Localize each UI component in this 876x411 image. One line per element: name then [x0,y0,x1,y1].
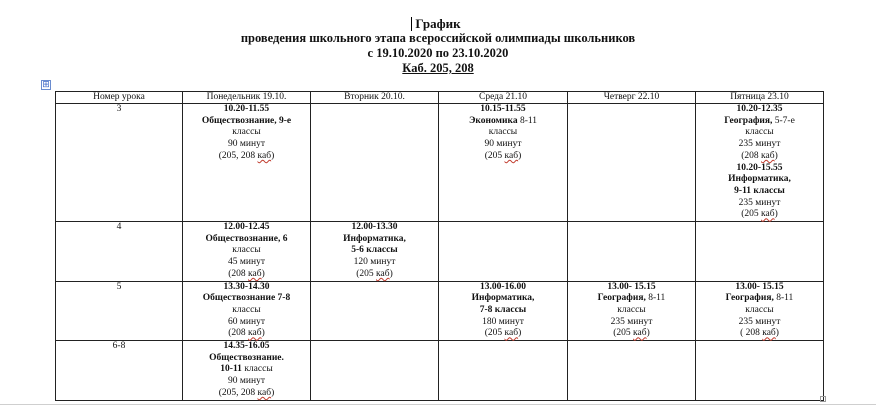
olympiad-entry [185,222,308,281]
room-abbrev: каб [762,328,776,339]
column-header: Понедельник 19.10. [183,92,311,104]
room-abbrev: каб [257,387,272,398]
entry-time: 10.20-15.55 [736,162,783,173]
entry-room [441,328,565,340]
entry-room [698,209,821,221]
schedule-cell [439,104,568,222]
room-abbrev: каб [761,150,775,161]
title-line-4: Каб. 205, 208 [402,61,474,75]
schedule-cell [568,281,696,341]
entry-classes: классы [617,304,646,315]
schedule-cell [311,104,439,222]
room-close: ) [518,150,522,161]
entry-duration: 235 минут [738,139,781,150]
table-row [56,341,824,401]
entry-classes: классы [488,127,518,138]
text-cursor [411,17,412,31]
room-abbrev: каб [257,150,272,161]
table-resize-handle[interactable] [820,396,826,402]
schedule-cell [439,281,568,341]
entry-time: 13.00-16.00 [480,281,526,292]
room-abbrev: каб [633,328,647,339]
schedule-cell [696,104,824,222]
entry-room [570,328,693,340]
entry-subject: Информатика, [471,293,535,304]
entry-time: 14.35-16.05 [223,341,270,352]
room-close: ) [261,268,265,279]
schedule-cell [439,341,568,401]
document-title [0,16,876,76]
lesson-number-cell: 5 [56,281,183,341]
olympiad-entry [313,222,436,281]
olympiad-entry [698,282,821,341]
entry-duration: 45 минут [228,257,265,268]
entry-duration: 60 минут [228,316,265,327]
room-close: ) [261,328,265,339]
schedule-cell [311,281,439,341]
entry-grades: 8-11 [645,293,666,304]
entry-subject: География, [597,293,646,304]
entry-subject: География, [724,115,773,126]
entry-classes: классы [745,127,774,138]
schedule-cell [311,341,439,401]
entry-classes: 7-8 классы [479,304,527,315]
room-abbrev: каб [376,268,390,279]
room-close: ) [271,387,275,398]
entry-subject: Обществознание 7-8 [202,293,291,304]
table-move-handle-icon[interactable]: ⊞ [42,80,50,90]
olympiad-entry [441,104,565,163]
room-number: (208 [228,328,249,339]
entry-classes: 9-11 классы [734,185,785,196]
lesson-number-cell: 4 [56,222,183,282]
entry-room [698,328,821,340]
column-header: Среда 21.10 [439,92,568,104]
entry-time: 10.15-11.55 [480,104,526,114]
entry-grades: 5-7-е [772,115,795,126]
entry-subject: Экономика [468,115,518,126]
room-number: (208 [228,268,249,279]
entry-time: 10.20-12.35 [736,104,783,114]
page-bottom-divider [0,404,876,405]
entry-subject: География, [725,293,774,304]
entry-classes: классы [745,304,774,315]
room-abbrev: каб [248,268,262,279]
olympiad-entry [698,163,821,222]
header-row [56,92,824,104]
entry-time: 10.20-11.55 [223,104,270,114]
column-header: Вторник 20.10. [311,92,439,104]
olympiad-entry [185,341,308,400]
entry-room [185,328,308,340]
room-number: (205, 208 [218,150,258,161]
title-line-3: с 19.10.2020 по 23.10.2020 [367,46,509,60]
entry-room [441,151,565,163]
schedule-cell [183,104,311,222]
entry-room [185,388,308,400]
entry-room [698,151,821,163]
entry-classes: классы [232,127,261,138]
schedule-cell [311,222,439,282]
schedule-cell [568,104,696,222]
entry-classes: 5-6 классы [351,245,398,256]
room-close: ) [389,268,393,279]
table-row [56,281,824,341]
entry-duration: 235 минут [610,316,653,327]
room-number: (205, 208 [218,387,258,398]
room-close: ) [774,150,778,161]
room-number: (205 [613,328,634,339]
entry-subject: Информатика, [728,174,791,185]
schedule-cell [696,281,824,341]
room-number: (205 [356,268,377,279]
room-number: (205 [484,328,505,339]
room-close: ) [518,328,522,339]
entry-duration: 90 минут [484,139,522,150]
lesson-number-cell: 3 [56,104,183,222]
olympiad-entry [441,282,565,341]
room-number: ( 208 [740,328,763,339]
schedule-cell [439,222,568,282]
room-abbrev: каб [248,328,262,339]
column-header: Номер урока [56,92,183,104]
title-line-1: График [0,16,876,31]
entry-time: 13.30-14.30 [223,281,270,292]
room-close: ) [774,209,778,220]
entry-grades: 8-11 [517,115,538,126]
entry-classes: классы [241,364,273,375]
entry-duration: 235 минут [738,316,781,327]
table-row [56,222,824,282]
entry-duration: 90 минут [228,376,265,387]
entry-duration: 120 минут [353,257,396,268]
entry-grades: 10-11 [220,364,242,375]
entry-room [185,151,308,163]
entry-subject: Информатика, [343,233,406,244]
room-abbrev: каб [504,150,519,161]
room-number: (205 [741,209,762,220]
entry-duration: 180 минут [482,316,524,327]
room-number: (208 [741,150,762,161]
room-abbrev: каб [761,209,775,220]
entry-time: 12.00-12.45 [223,222,270,233]
entry-time: 12.00-13.30 [351,222,398,233]
entry-subject: Обществознание, 9-е [201,115,292,126]
room-abbrev: каб [504,328,519,339]
olympiad-entry [185,282,308,341]
column-header: Четверг 22.10 [568,92,696,104]
olympiad-entry [185,104,308,163]
entry-classes: классы [232,304,261,315]
schedule-cell [183,222,311,282]
room-close: ) [775,328,779,339]
entry-time: 13.00- 15.15 [735,281,784,292]
column-header: Пятница 23.10 [696,92,824,104]
schedule-cell [696,222,824,282]
room-number: (205 [484,150,505,161]
room-close: ) [646,328,650,339]
schedule-table [55,91,824,401]
entry-classes: классы [232,245,261,256]
title-line-2: проведения школьного этапа всероссийской олимпиады школьников [240,31,636,45]
entry-subject: Обществознание, 6 [205,233,288,244]
schedule-cell [183,341,311,401]
schedule-cell [568,341,696,401]
olympiad-entry [570,282,693,341]
entry-duration: 90 минут [228,139,265,150]
entry-time: 13.00- 15.15 [607,281,656,292]
schedule-cell [183,281,311,341]
lesson-number-cell: 6-8 [56,341,183,401]
table-row [56,104,824,222]
entry-room [313,269,436,281]
entry-subject: Обществознание. [209,352,284,363]
entry-duration: 235 минут [738,197,781,208]
schedule-cell [696,341,824,401]
room-close: ) [271,150,275,161]
olympiad-entry [698,104,821,163]
entry-grades: 8-11 [773,293,794,304]
entry-room [185,269,308,281]
schedule-cell [568,222,696,282]
